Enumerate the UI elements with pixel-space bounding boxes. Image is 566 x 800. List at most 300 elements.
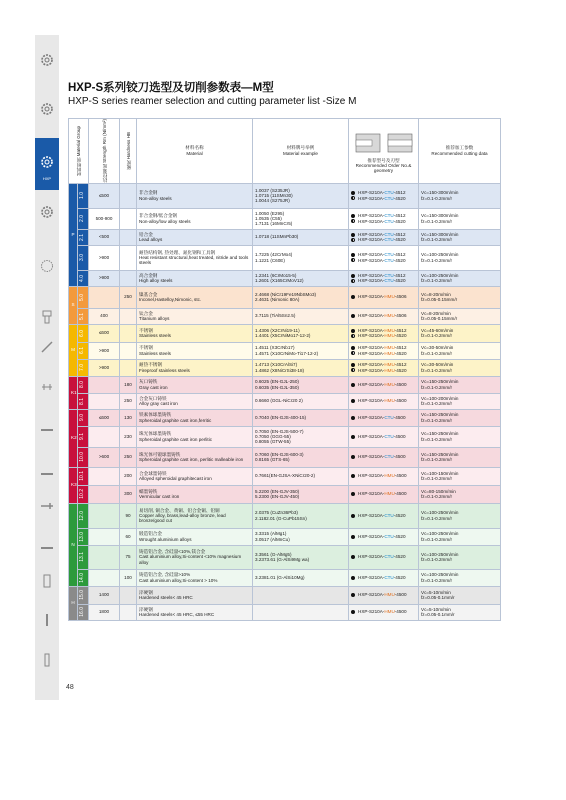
material-group-cell: 9.1 <box>78 426 89 447</box>
order-number[interactable] <box>351 609 416 614</box>
order-prefix: HXP-S210A- <box>358 512 385 518</box>
material-example: 0.6035 (EN-GJL-350) <box>255 384 299 390</box>
material-example-cell <box>253 183 349 208</box>
cutting-parameter: fz=0.1-0.2mm/r <box>421 401 453 407</box>
hardness-cell <box>120 229 137 245</box>
material-name-en: Non-alloy/low alloy steels <box>139 218 191 224</box>
material-group-cell: 9.0 <box>78 409 89 426</box>
order-number[interactable] <box>351 415 416 420</box>
reamer-parameter-table <box>68 118 501 621</box>
order-prefix: HXP-S210A- <box>358 554 385 560</box>
hardness-cell: 100 <box>120 569 137 586</box>
cutting-parameter: Vc=30-50m/min <box>421 362 454 368</box>
material-cell <box>137 376 253 393</box>
cutting-parameter: fz=0.1-0.2mm/r <box>421 417 453 423</box>
order-prefix: HXP-S210A- <box>358 237 385 243</box>
tool-icon[interactable] <box>35 536 59 560</box>
material-name-en: Gray cast iron <box>139 384 168 390</box>
shank-icon[interactable] <box>35 648 59 672</box>
material-letter-cell: N <box>69 503 78 586</box>
cutting-parameter: fz=0.05-0.15mm/r <box>421 316 458 322</box>
half-circle-icon <box>351 334 355 338</box>
order-number[interactable] <box>351 473 416 478</box>
solid-circle-icon <box>351 416 355 420</box>
order-suffix: -4512 <box>393 252 406 258</box>
material-name-en: Fireproof stainless steels <box>139 367 190 373</box>
order-number[interactable] <box>351 368 416 373</box>
material-example-cell <box>253 447 349 467</box>
order-prefix: HXP-S210A- <box>358 350 385 356</box>
coating-code: HMU <box>384 473 395 479</box>
material-example-cell <box>253 376 349 393</box>
endmill-icon[interactable] <box>35 305 59 329</box>
order-prefix: HXP-S210A- <box>358 195 385 201</box>
coating-code: HMU <box>384 294 395 300</box>
recommended-order-cell <box>349 342 419 359</box>
order-prefix: HXP-S210A- <box>358 333 385 339</box>
recommended-order-cell <box>349 245 419 270</box>
gear-icon[interactable] <box>35 200 59 224</box>
solid-circle-icon <box>351 314 355 318</box>
material-name-cn: 蠕墨铸铁 <box>139 488 158 494</box>
cutting-data-cell <box>419 447 501 467</box>
cutting-parameter: fz=0.1-0.2mm/r <box>421 436 453 442</box>
material-example-cell <box>253 545 349 569</box>
material-name-en: Inconel,Hastelloy,Nimonic, stc. <box>139 297 202 303</box>
solid-circle-icon <box>351 214 355 218</box>
order-prefix: HXP-S210A- <box>358 592 385 598</box>
coating-code: CTU <box>384 195 394 201</box>
material-name-cn: 耐热结构钢, 热处理、氮化钢和工具钢 <box>139 249 216 255</box>
table-row <box>69 245 501 270</box>
cutting-parameter: fz=0.1-0.2mm/r <box>421 494 453 500</box>
order-number[interactable] <box>351 382 416 387</box>
cutting-data-cell <box>419 208 501 229</box>
solid-circle-icon <box>351 399 355 403</box>
material-name-en: Stainless steels <box>139 350 171 356</box>
material-cell <box>137 586 253 604</box>
material-example: 1.4862 (X8NiCrSi38-18) <box>255 367 305 373</box>
order-number[interactable] <box>351 491 416 496</box>
material-group-cell: 2.0 <box>78 208 89 229</box>
tool-icon[interactable] <box>35 418 59 442</box>
order-prefix: HXP-S210A- <box>358 533 385 539</box>
header-cutting-data: 推荐加工参数 Recommended cutting data <box>419 119 501 184</box>
order-number[interactable] <box>351 592 416 597</box>
material-example: 1.0050 (E295) <box>255 210 285 216</box>
solid-circle-icon <box>351 191 355 195</box>
cutting-parameter: Vc=150-250m/min <box>421 412 459 418</box>
table-row <box>69 447 501 467</box>
solid-circle-icon <box>351 383 355 387</box>
order-suffix: -4506 <box>394 294 407 300</box>
cutting-parameter: Vc=100-250m/min <box>421 531 459 537</box>
material-group-cell: 8.0 <box>78 376 89 393</box>
material-cell <box>137 503 253 528</box>
cutting-data-cell <box>419 270 501 286</box>
material-example: 1.4713 (X10CrAlSi7) <box>255 362 298 368</box>
gear-icon[interactable] <box>35 48 59 72</box>
material-group-cell: 6.1 <box>78 342 89 359</box>
cutting-parameter: Vc=5-10m/min <box>421 589 451 595</box>
material-example: 2.4631 (Nimonic 80A) <box>255 297 300 303</box>
solid-circle-icon <box>351 492 355 496</box>
order-number[interactable] <box>351 258 416 263</box>
table-row <box>69 586 501 604</box>
material-group-cell: 5.0 <box>78 286 89 308</box>
cutting-parameter: Vc=5-10m/min <box>421 606 451 612</box>
table-row <box>69 485 501 503</box>
strength-cell: 400 <box>89 308 120 324</box>
material-example: 5.2200 (EN-GJV-350) <box>255 488 300 494</box>
material-name-cn: 非合金钢/低合金钢 <box>139 213 178 219</box>
order-prefix: HXP-S210A- <box>358 218 385 224</box>
material-example-cell <box>253 569 349 586</box>
tool-icon[interactable] <box>35 462 59 486</box>
order-prefix: HXP-S210A- <box>358 327 385 333</box>
header-strength: 抗拉强度 Strength Rm (N/mm²) <box>89 119 120 184</box>
material-name-en: Hardened steels< 45 HRC, ≤55 HRC <box>139 612 215 618</box>
material-cell <box>137 528 253 545</box>
cutting-data-cell <box>419 503 501 528</box>
hardness-cell <box>120 183 137 208</box>
table-row <box>69 308 501 324</box>
cutting-parameter: Vc=80-150m/min <box>421 488 456 494</box>
material-letter-cell: K2 <box>69 409 78 467</box>
material-example-cell <box>253 208 349 229</box>
cutting-data-cell <box>419 359 501 376</box>
order-number[interactable] <box>351 333 416 338</box>
order-prefix: HXP-S210A- <box>358 190 385 196</box>
order-suffix: -4500 <box>394 592 407 598</box>
material-example: 1.4306 (X2CrNi19-11) <box>255 327 300 333</box>
strength-cell: >600 <box>89 447 120 467</box>
order-suffix: -4520 <box>393 278 406 284</box>
material-cell <box>137 324 253 342</box>
order-number[interactable] <box>351 219 416 224</box>
recommended-order-cell <box>349 208 419 229</box>
cutting-parameter: Vc=150-250m/min <box>421 379 459 385</box>
material-name-cn: 易切削, 铜合金、黄铜、铅合金铜、铅铜 <box>139 507 220 513</box>
material-example: 1.0715 (11SMn30) <box>255 192 293 198</box>
cutting-data-cell <box>419 485 501 503</box>
order-suffix: -4506 <box>394 313 407 319</box>
order-suffix: -4500 <box>394 381 407 387</box>
table-row <box>69 467 501 485</box>
order-prefix: HXP-S210A- <box>358 491 385 497</box>
material-example: 3.3315 (AlMg1) <box>255 531 287 537</box>
solid-circle-icon <box>351 610 355 614</box>
coating-code: HMU <box>384 313 395 319</box>
material-example: 0.7050 (GGG-55) <box>255 433 291 439</box>
chuck-icon[interactable] <box>35 569 59 593</box>
order-prefix: HXP-S210A- <box>358 473 385 479</box>
order-suffix: -4520 <box>393 218 406 224</box>
material-name-cn: 不锈钢 <box>139 327 153 333</box>
order-number[interactable] <box>351 554 416 559</box>
reamer-icon[interactable] <box>35 335 59 359</box>
coating-code: CTU <box>384 190 394 196</box>
header-recommended: 推荐型号及刃型 Recommended Order No.& geometry <box>349 119 419 184</box>
page-number: 48 <box>66 684 74 691</box>
material-example-cell <box>253 245 349 270</box>
order-number[interactable] <box>351 278 416 283</box>
material-example: 1.1221 (C60E) <box>255 257 285 263</box>
material-example: 3.2373.61 (G-AlSi9Mg wa) <box>255 557 310 563</box>
material-name-en: High alloy steels <box>139 278 173 284</box>
strength-cell <box>89 426 120 447</box>
order-number[interactable] <box>351 534 416 539</box>
order-number[interactable] <box>351 196 416 201</box>
cutting-data-cell <box>419 426 501 447</box>
material-group-cell: 1.0 <box>78 183 89 208</box>
solid-circle-icon <box>351 474 355 478</box>
order-number[interactable] <box>351 454 416 459</box>
material-example: 2.0375 (CuZn36Pb3) <box>255 510 298 516</box>
order-suffix: -4520 <box>393 512 406 518</box>
cutting-parameter: fz=0.1-0.2mm/r <box>421 278 453 284</box>
cutting-data-cell <box>419 229 501 245</box>
material-name-en: Cast aluminium alloy,Si-content > 10% <box>139 577 218 583</box>
coating-code: HMU <box>384 350 395 356</box>
material-example-cell <box>253 503 349 528</box>
order-suffix: -4520 <box>393 195 406 201</box>
half-circle-icon <box>351 351 355 355</box>
hardness-cell: 250 <box>120 393 137 409</box>
coating-code: CTU <box>384 414 394 420</box>
hardness-cell <box>120 604 137 620</box>
gear-icon[interactable] <box>35 150 59 174</box>
material-name-cn: 铅合金 <box>139 231 153 237</box>
coating-code: CTU <box>384 218 394 224</box>
strength-cell <box>89 545 120 569</box>
hardness-cell: 300 <box>120 485 137 503</box>
hardness-cell <box>120 245 137 270</box>
table-row <box>69 286 501 308</box>
material-name-cn: 高合金钢 <box>139 272 158 278</box>
material-name-en: Copper alloy, brass,lead-alloy bronze, lead bronze/good cut <box>139 512 226 524</box>
material-cell <box>137 604 253 620</box>
coating-code: HMU <box>384 327 395 333</box>
material-example: 3.2381.01 (G-AlSi10Mg) <box>255 574 305 580</box>
cutting-parameter: Vc=100-250m/min <box>421 510 459 516</box>
cutting-parameter: Vc=150-300m/min <box>421 231 459 237</box>
half-circle-icon <box>351 196 355 200</box>
cutting-data-cell <box>419 324 501 342</box>
material-letter-cell: M <box>69 324 78 376</box>
coating-code: CTU <box>384 213 394 219</box>
material-example-cell <box>253 324 349 342</box>
material-name-cn: 珠光体球墨铸铁 <box>139 431 172 437</box>
coating-code: CTU <box>384 554 394 560</box>
order-number[interactable] <box>351 575 416 580</box>
order-suffix: -4500 <box>393 454 406 460</box>
cutting-parameter: Vc=30-50m/min <box>421 345 454 351</box>
order-suffix: -4512 <box>393 213 406 219</box>
material-cell <box>137 342 253 359</box>
material-example: 3.3561 (G-AlMg5) <box>255 551 292 557</box>
table-row <box>69 545 501 569</box>
order-prefix: HXP-S210A- <box>358 294 385 300</box>
material-group-cell: 16.0 <box>78 604 89 620</box>
order-prefix: HXP-S210A- <box>358 381 385 387</box>
material-example-cell <box>253 426 349 447</box>
order-number[interactable] <box>351 237 416 242</box>
drill-icon[interactable] <box>35 608 59 632</box>
coating-code: CTU <box>384 257 394 263</box>
material-example-cell <box>253 308 349 324</box>
hardness-cell <box>120 208 137 229</box>
strength-cell: ≤600 <box>89 324 120 342</box>
cutting-data-cell <box>419 376 501 393</box>
tool-icon[interactable] <box>35 494 59 518</box>
solid-circle-icon <box>351 233 355 237</box>
order-suffix: -4500 <box>394 398 407 404</box>
order-prefix: HXP-S210A- <box>358 257 385 263</box>
material-cell <box>137 270 253 286</box>
material-example-cell <box>253 270 349 286</box>
strength-cell <box>89 467 120 485</box>
order-number[interactable] <box>351 513 416 518</box>
material-cell <box>137 426 253 447</box>
recommended-order-cell <box>349 409 419 426</box>
material-example: 3.0517 (AlMnCu) <box>255 536 290 542</box>
order-prefix: HXP-S210A- <box>358 252 385 258</box>
material-example: 0.6025 (EN-GJL-250) <box>255 379 299 385</box>
material-group-cell: 10.2 <box>78 485 89 503</box>
solid-circle-icon <box>351 455 355 459</box>
hardness-cell <box>120 586 137 604</box>
cutting-data-cell <box>419 308 501 324</box>
material-cell <box>137 245 253 270</box>
cutting-parameter: Vc=150-250m/min <box>421 431 459 437</box>
recommended-order-cell <box>349 286 419 308</box>
material-example-cell <box>253 604 349 620</box>
material-name-cn: 钛合金 <box>139 310 153 316</box>
sprocket-icon[interactable] <box>35 254 59 278</box>
material-name-cn: 珠光体可锻球墨铸铁 <box>139 451 181 457</box>
order-suffix: -4500 <box>394 473 407 479</box>
material-example: 1.0718 (11SMnPb30) <box>255 234 299 240</box>
cutting-parameter: fz=0.1-0.2mm/r <box>421 350 453 356</box>
order-number[interactable] <box>351 434 416 439</box>
material-example: 5.2300 (EN-GJV-450) <box>255 494 300 500</box>
cutting-data-cell <box>419 545 501 569</box>
strength-cell <box>89 393 120 409</box>
order-suffix: -4520 <box>394 333 407 339</box>
coating-code: HMU <box>384 367 395 373</box>
holder-icon[interactable] <box>35 375 59 399</box>
tool-geometry-diagram <box>351 128 416 158</box>
recommended-order-cell <box>349 604 419 620</box>
hardness-cell: 250 <box>120 447 137 467</box>
strength-cell: 500-900 <box>89 208 120 229</box>
material-name-cn: 耐热不锈钢 <box>139 362 162 368</box>
cutting-parameter: Vc=100-250m/min <box>421 272 459 278</box>
coating-code: HMU <box>384 398 395 404</box>
recommended-order-cell <box>349 528 419 545</box>
half-circle-icon <box>351 219 355 223</box>
cutting-parameter: Vc=100-200m/min <box>421 395 459 401</box>
material-example: 1.0037 (S235JR) <box>255 187 290 193</box>
material-group-cell: 13.0 <box>78 528 89 545</box>
recommended-order-cell <box>349 485 419 503</box>
strength-cell: 1400 <box>89 586 120 604</box>
recommended-order-cell <box>349 393 419 409</box>
recommended-order-cell <box>349 376 419 393</box>
table-row <box>69 229 501 245</box>
material-example: 0.8165 (GTS-65) <box>255 457 290 463</box>
strength-cell <box>89 528 120 545</box>
material-example: 1.7131 (16MnCr5) <box>255 221 293 227</box>
material-name-en: Alloyed spheroidal graphitecast iron <box>139 476 212 482</box>
material-example-cell <box>253 409 349 426</box>
recommended-order-cell <box>349 359 419 376</box>
material-example: 1.0044 (S275JR) <box>255 198 290 204</box>
order-number[interactable] <box>351 351 416 356</box>
material-name-cn: 淬硬钢 <box>139 589 153 595</box>
order-number[interactable] <box>351 294 416 299</box>
table-row <box>69 569 501 586</box>
half-circle-icon <box>351 258 355 262</box>
order-suffix: -4520 <box>394 350 407 356</box>
order-prefix: HXP-S210A- <box>358 362 385 368</box>
material-cell <box>137 393 253 409</box>
coating-code: CTU <box>384 278 394 284</box>
material-name-en: Heat resistant structural,heat treated, nitride and tools steels <box>139 254 249 266</box>
material-example: 0.7050 (EN-GJS-500-7) <box>255 428 304 434</box>
cutting-data-cell <box>419 183 501 208</box>
order-suffix: -4512 <box>394 327 407 333</box>
order-prefix: HXP-S210A- <box>358 609 385 615</box>
solid-circle-icon <box>351 346 355 350</box>
cutting-data-cell <box>419 569 501 586</box>
material-group-cell: 12.0 <box>78 503 89 528</box>
order-number[interactable] <box>351 398 416 403</box>
cutting-parameter: fz=0.1-0.2mm/r <box>421 515 453 521</box>
header-group: 材料组别 Material Group <box>69 119 89 184</box>
solid-circle-icon <box>351 435 355 439</box>
table-row <box>69 409 501 426</box>
material-name-en: Wrought aluminium alloys <box>139 536 192 542</box>
order-number[interactable] <box>351 313 416 318</box>
solid-circle-icon <box>351 329 355 333</box>
material-letter-cell: K3 <box>69 467 78 503</box>
strength-cell <box>89 569 120 586</box>
material-group-cell: 4.0 <box>78 270 89 286</box>
order-suffix: -4520 <box>393 237 406 243</box>
material-name-cn: 铁素体球墨铸铁 <box>139 412 172 418</box>
cutting-data-cell <box>419 604 501 620</box>
material-cell <box>137 286 253 308</box>
material-example: 0.8055 (GTW-55) <box>255 439 291 445</box>
table-row <box>69 528 501 545</box>
recommended-order-cell <box>349 545 419 569</box>
cutting-data-cell <box>419 342 501 359</box>
strength-cell <box>89 286 120 308</box>
material-name-en: Stainless steels <box>139 333 171 339</box>
material-group-cell: 6.0 <box>78 324 89 342</box>
strength-cell: >900 <box>89 359 120 376</box>
strength-cell: >900 <box>89 245 120 270</box>
recommended-order-cell <box>349 467 419 485</box>
gear-icon[interactable] <box>35 97 59 121</box>
hardness-cell <box>120 270 137 286</box>
material-example: 1.4511 (X3CrNb17) <box>255 345 295 351</box>
order-prefix: HXP-S210A- <box>358 272 385 278</box>
material-letter-cell: K1 <box>69 376 78 409</box>
cutting-parameter: Vc=150-300m/min <box>421 213 459 219</box>
